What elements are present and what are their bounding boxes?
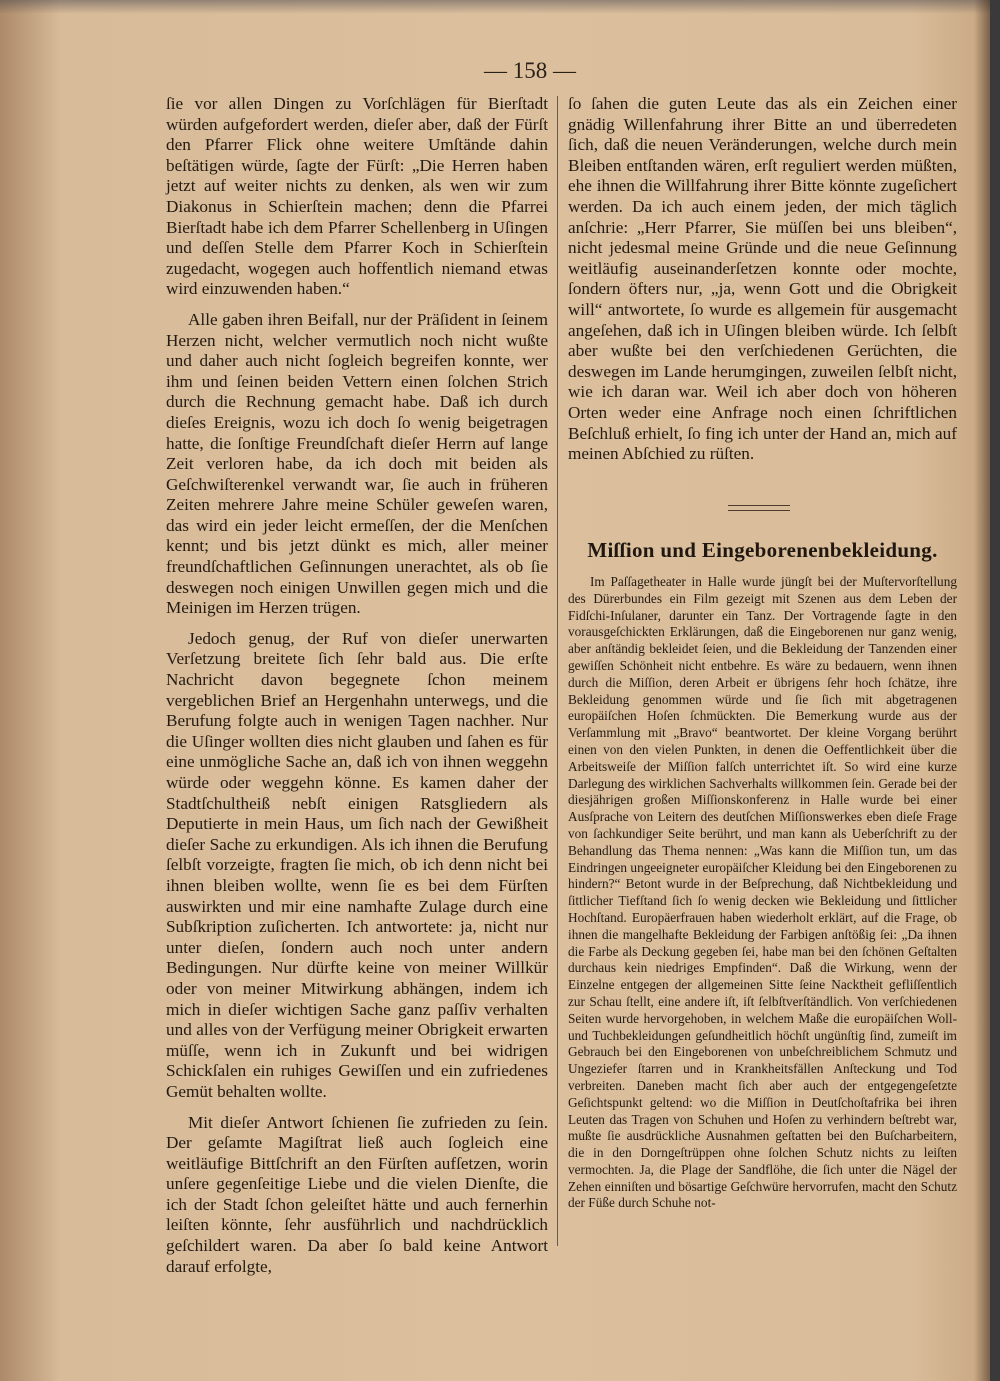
page-spine-shadow — [0, 0, 60, 1381]
column-divider — [557, 96, 558, 1246]
left-paragraph-4: Mit dieſer Antwort ſchienen ſie zufrieden zu ſein. Der geſamte Magiſtrat ließ auch ſogleich eine weitläufige Bittſchrift an den Fürſten aufſetzen, worin unſere gegenſeitige Liebe und die vielen Dienſte, die ich der Stadt ſchon geleiſtet hätte und auch fernerhin leiſten könnte, ſehr ausführlich und nachdrücklich geſchildert waren. Da aber ſo bald keine Antwort darauf erfolgte, — [166, 1112, 548, 1276]
left-paragraph-3: Jedoch genug, der Ruf von dieſer unerwarten Verſetzung breitete ſich ſehr bald aus. Die erſte Nachricht davon begegnete ſchon meinem vergeblichen Brief an Hergenhahn unterwegs, und die Berufung folgte auch in wenigen Tagen nachher. Nur die Uſinger wollten dies nicht glauben und ſahen es für eine unmögliche Sache an, daß ich von ihnen weggehn würde oder weggehn könne. Es kamen daher der Stadtſchultheiß nebſt einigen Ratsgliedern als Deputierte in mein Haus, um ſich nach der Gewißheit dieſer Sache zu erkundigen. Als ich ihnen die Berufung ſelbſt vorzeigte, fragten ſie mich, ob ich denn nicht bei ihnen bleiben wollte, wenn ſie es bei dem Fürſten auswirkten und mir eine namhafte Zulage durch eine Subſkription zuſicherten. Ich antwortete: ja, nicht nur unter dieſen, ſondern auch noch unter andern Bedingungen. Nur dürfte keine von meiner Willkür oder von meiner Mitwirkung abhängen, indem ich mich in dieſer wichtigen Sache ganz paſſiv verhalten und alles von der Verfügung meiner Obrigkeit erwarten müſſe, wenn ich in Zukunft und bei widrigen Schickſalen ein ruhiges Gewiſſen und ein zufriedenes Gemüt behalten wollte. — [166, 628, 548, 1101]
left-paragraph-2: Alle gaben ihren Beifall, nur der Präſident in ſeinem Herzen nicht, welcher vermutlich noch nicht wußte und daher auch nicht ſogleich begreifen konnte, wer ihm und ſeinen beiden Vettern einen ſolchen Strich durch die Rechnung gemacht habe. Daß ich durch dieſes Ereignis, wozu ich doch ſo wenig beigetragen hatte, die ſonſtige Freundſchaft dieſer Herrn auf lange Zeit verloren habe, da ich doch mit beiden als Geſchwiſterenkel verwandt war, ſie auch in früheren Zeiten mehrere Jahre meine Schüler geweſen waren, das wird ein jeder leicht ermeſſen, der die Menſchen kennt; und bis jetzt dünkt es mich, aller meiner freundſchaftlichen Geſinnungen unerachtet, als ob ſie deswegen noch einigen Unwillen gegen mich und die Meinigen im Herzen trügen. — [166, 309, 548, 618]
left-column — [166, 94, 548, 1277]
section-rule — [728, 505, 790, 511]
page-right-edge — [974, 0, 990, 1381]
right-paragraph-1: ſo ſahen die guten Leute das als ein Zeichen einer gnädig Willenfahrung ihrer Bitte an und überredeten ſich, daß die neuen Veränderungen, welche durch mein Bleiben entſtanden wären, erſt reguliert werden müßten, ehe ihnen die Willfahrung ihrer Bitte könnte zugeſichert werden. Da ich auch einem jeden, der mich täglich anſchrie: „Herr Pfarrer, Sie müſſen bei uns bleiben“, nicht jedesmal meine Gründe und die neue Geſinnung weitläufig auseinanderſetzen konnte oder mochte, ſondern öfters nur, „ja, wenn Gott und die Obrigkeit will“ antwortete, ſo wurde es allgemein für ausgemacht angeſehen, daß ich in Uſingen bleiben würde. Ich ſelbſt aber wußte bei den verſchiedenen Gerüchten, die deswegen im Lande herumgingen, zuweilen ſelbſt nicht, wie ich daran war. Weil ich aber doch von höheren Orten weder eine Anfrage noch einen ſchriftlichen Beſchluß erhielt, ſo fing ich unter der Hand an, mich auf meinen Abſchied zu rüſten. — [568, 94, 957, 464]
article-paragraph-1: Im Paſſagetheater in Halle wurde jüngſt bei der Muſtervorſtellung des Dürerbundes ein Film gezeigt mit Szenen aus dem Leben der Fidſchi-Inſulaner, darunter ein Tanz. Der Vortragende ſagte in den vorausgeſchickten Erklärungen, daß die Eingeborenen nur ganz wenig, aber anſtändig bekleidet ſeien, und die Bekleidung der Tanzenden einer gewiſſen Schönheit nicht entbehre. Es wäre zu bedauern, wenn ihnen durch die Miſſion, deren Arbeit er übrigens ſehr hoch ſchätze, ihre Bekleidung genommen würde und ſie ſich mit abgetragenen europäiſchen Hoſen ſchmückten. Die Bemerkung wurde aus der Verſammlung mit „Bravo“ beantwortet. Der kleine Vorgang berührt einen von den vielen Punkten, in denen die Oeffentlichkeit über die Arbeitsweiſe der Miſſion falſch unterrichtet iſt. So wird eine kurze Darlegung des wirklichen Sachverhalts willkommen ſein. Gerade bei der diesjährigen großen Miſſionskonferenz in Halle wurde bei einer Ausſprache von Leitern des deutſchen Miſſionswerkes eben dieſe Frage von ſachkundiger Seite berührt, und man kann als Ueberſchrift zu der Behandlung das Thema nennen: „Was kann die Miſſion tun, um das Eindringen ungeeigneter europäiſcher Kleidung bei den Eingeborenen zu hindern?“ Betont wurde in der Beſprechung, daß Nichtbekleidung und ſittlicher Tiefſtand ſich ſo wenig decken wie Bekleidung und ſittlicher Hochſtand. Europäerfrauen haben wiederholt erklärt, auf die Frage, ob ihnen die mangelhafte Bekleidung der Farbigen anſtößig ſei: „Da ihnen die Farbe als Deckung gegeben ſei, habe man bei den ſchönen Geſtalten durchaus kein niedriges Empfinden“. Daß die Wirkung, wenn der Einzelne entgegen der allgemeinen Sitte ſeine Nacktheit gefliſſentlich zur Schau ſtellt, eine andere iſt, iſt ſelbſtverſtändlich. Von verſchiedenen Seiten wurde hervorgehoben, in welchem Maße die europäiſchen Woll- und Tuchbekleidungen geſundheitlich höchſt ungünſtig ſind, zumeiſt im Gebrauch bei den Eingeborenen von unbeſchreiblichem Schmutz und Ungeziefer ſtarren und in Krankheitsfällen Anſteckung und Tod verbreiten. Daneben macht ſich aber auch der entgegengeſetzte Geſichtspunkt geltend: wo die Miſſion in Deutſchoſtafrika bei ihren Leuten das Tragen von Schuhen und Hoſen zu verhindern beſtrebt war, mußte ſie ausdrückliche Ausnahmen geſtatten bei den Buſcharbeitern, die in den Dorngeſtrüppen ohne ſolchen Schutz nichts zu leiſten vermochten. Ja, die Plage der Sandflöhe, die ſich unter die Nägel der Zehen einniſten und bösartige Geſchwüre hervorrufen, macht den Schutz der Füße durch Schuhe not- — [568, 574, 957, 1211]
page-number: — 158 — — [484, 58, 576, 83]
article-body — [568, 574, 957, 1212]
page-top-edge — [0, 0, 990, 14]
right-column — [568, 94, 957, 465]
article-heading: Miſſion und Eingeborenenbekleidung. — [587, 538, 938, 562]
left-paragraph-1: ſie vor allen Dingen zu Vorſchlägen für Bierſtadt würden aufgefordert werden, dieſer aber, daß der Fürſt den Pfarrer Flick ohne weitere Umſtände dahin beſtätigen würde, ſagte der Fürſt: „Die Herren haben jetzt auf weiter nichts zu denken, als wen wir zum Diakonus in Schierſtein machen; denn die Pfarrei Bierſtadt habe ich dem Pfarrer Schellenberg in Uſingen und deſſen Stelle dem Pfarrer Koch in Schierſtein zugedacht, wogegen auch hoffentlich niemand etwas wird einzuwenden haben.“ — [166, 94, 548, 299]
